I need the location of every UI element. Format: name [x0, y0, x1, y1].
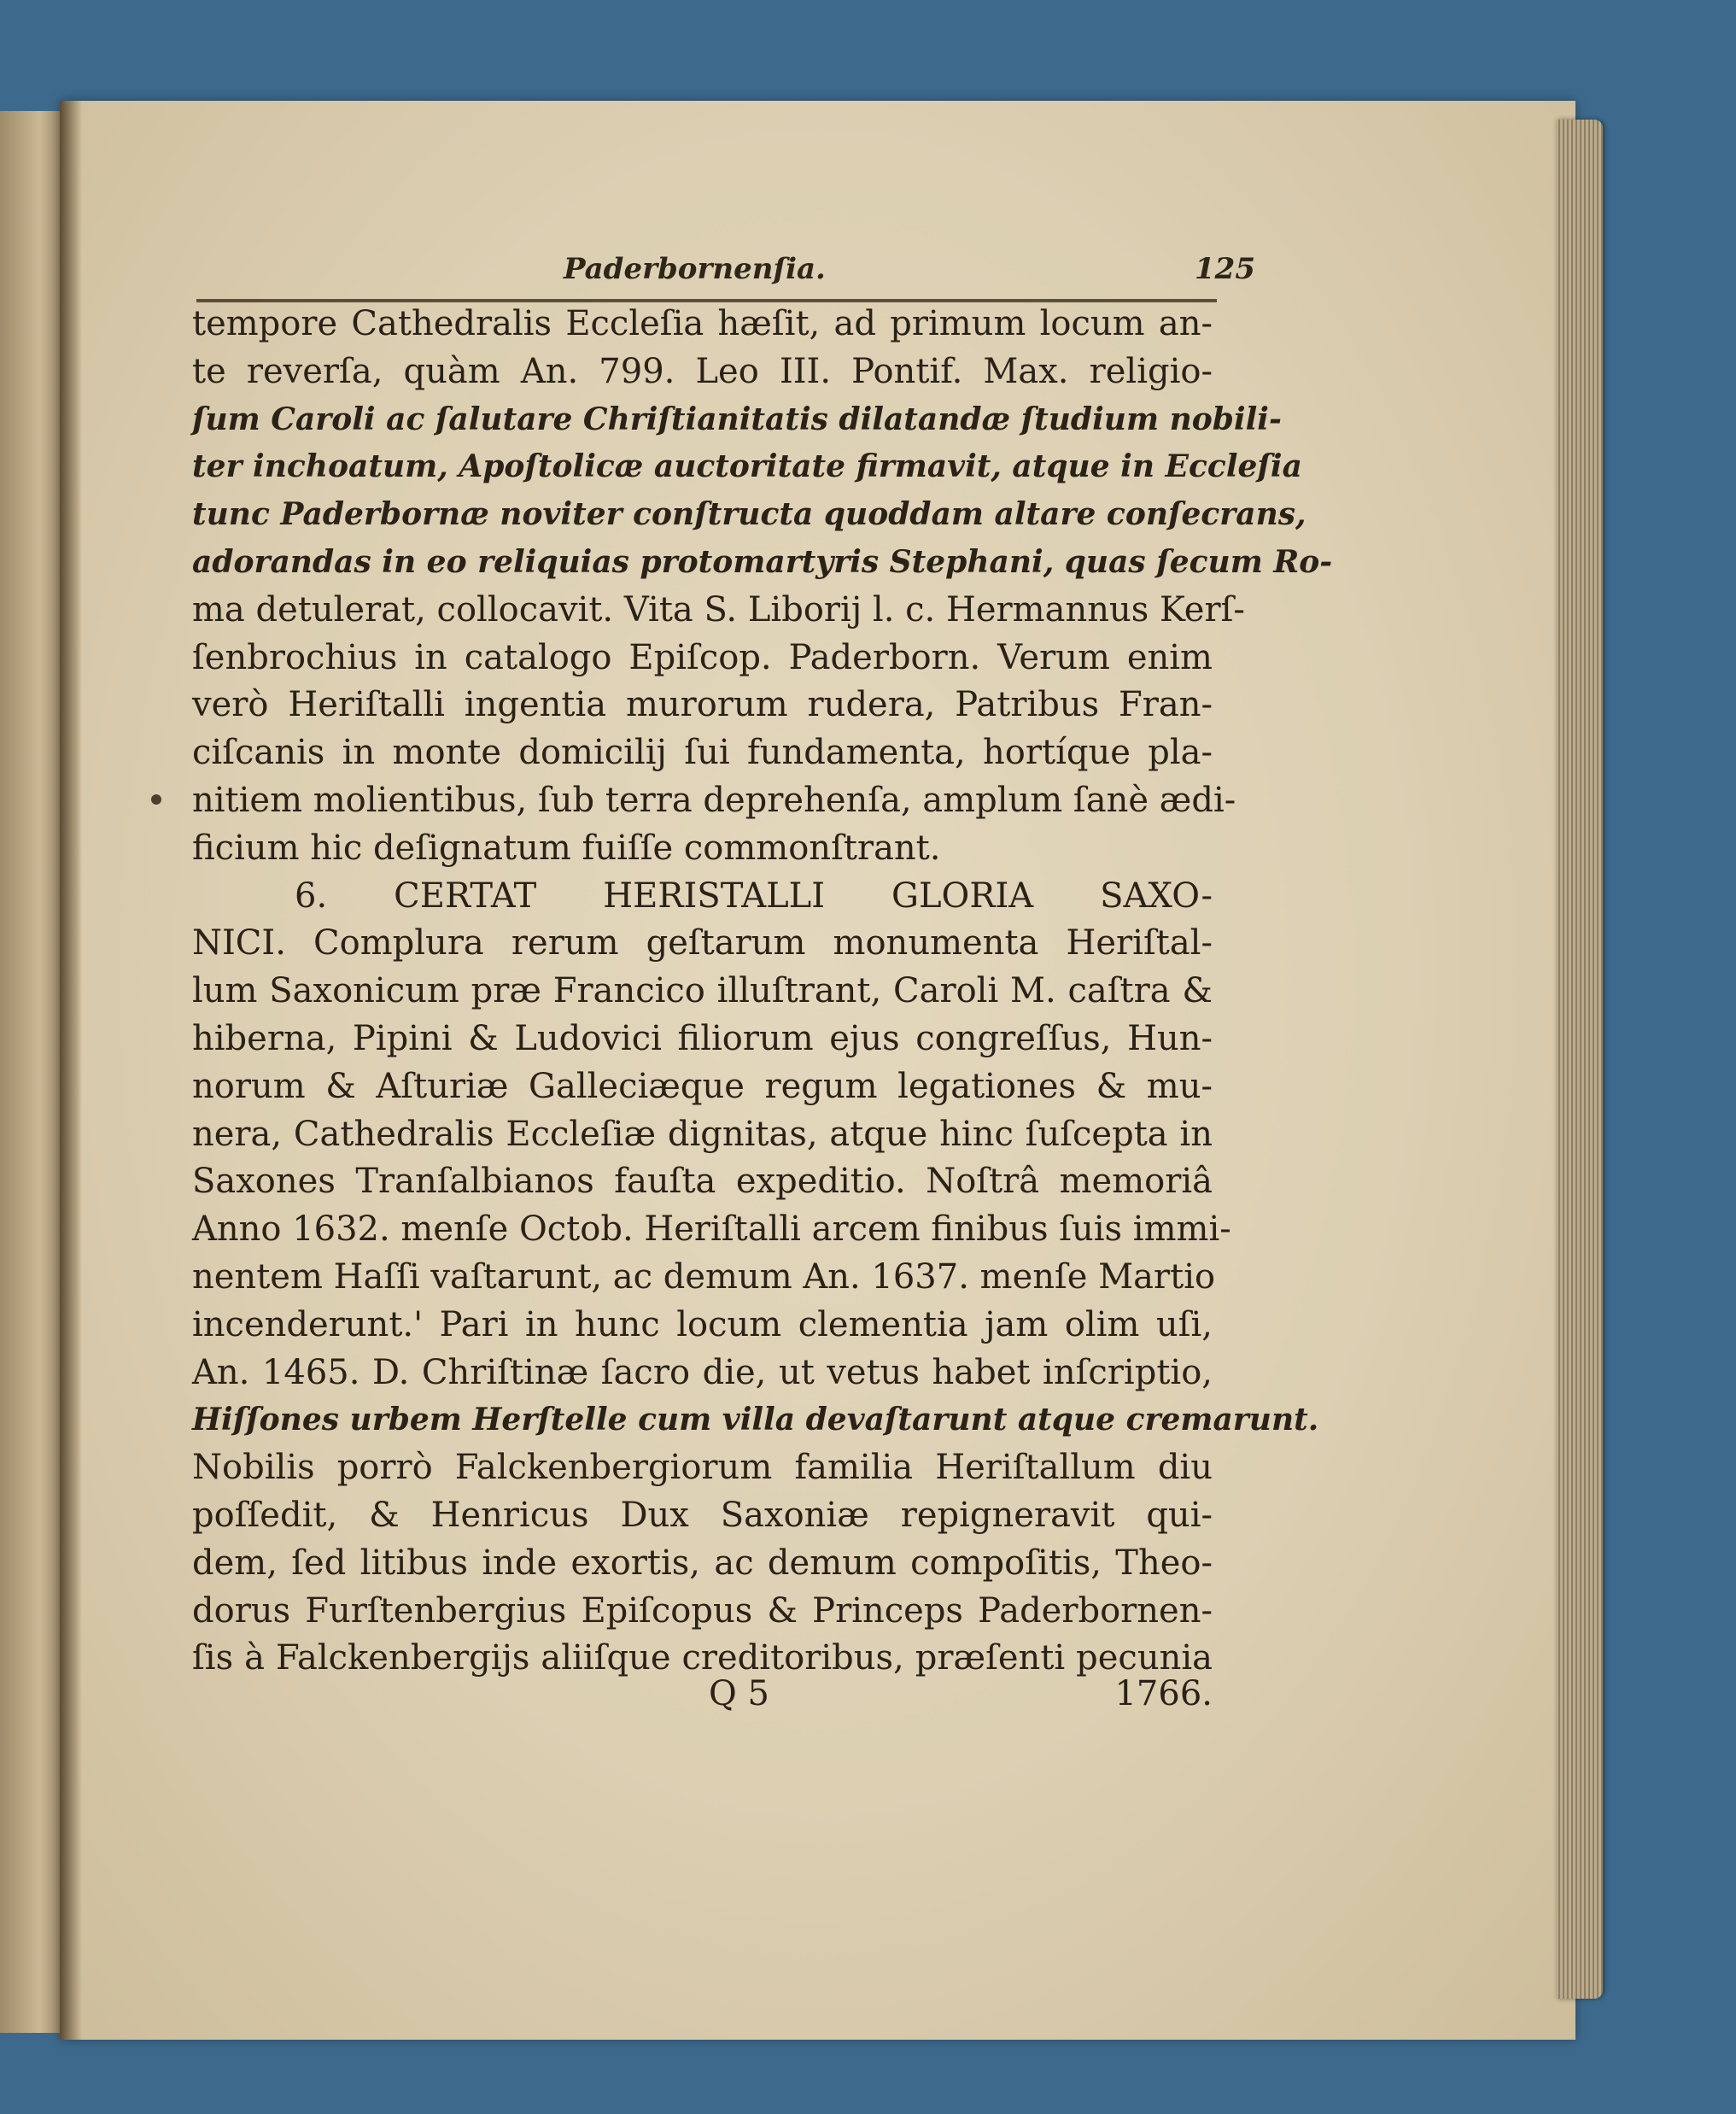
text-line: 6. CERTAT HERISTALLI GLORIA SAXO- — [295, 875, 1213, 916]
text-line: nentem Haſſi vaſtarunt, ac demum An. 1637. menſe Martio — [192, 1256, 1216, 1297]
facing-page-edge — [0, 111, 67, 2033]
text-line: tunc Paderbornæ noviter conſtructa quoddam altare conſecrans, — [192, 496, 1306, 533]
text-line: nera, Cathedralis Eccleſiæ dignitas, atque hinc ſuſcepta in — [192, 1114, 1213, 1154]
signature-mark: Q 5 — [709, 1674, 769, 1713]
page-footer — [709, 1674, 1213, 1725]
text-line: adorandas in eo reliquias protomartyris Stephani, quas ſecum Ro- — [192, 543, 1333, 580]
catchword: 1766. — [1114, 1674, 1213, 1713]
text-line: norum & Aſturiæ Galleciæque regum legationes & mu- — [192, 1066, 1213, 1106]
text-line: ma detulerat, collocavit. Vita S. Liborij l. c. Hermannus Kerſ- — [192, 589, 1245, 630]
text-line: Saxones Tranſalbianos fauſta expeditio. Noſtrâ memoriâ — [192, 1162, 1213, 1202]
text-line: Nobilis porrò Falckenbergiorum familia Heriſtallum diu — [192, 1448, 1213, 1488]
text-line: nitiem molientibus, ſub terra deprehenſa, amplum ſanè ædi- — [192, 780, 1236, 820]
text-line: NICI. Complura rerum geſtarum monumenta Heriſtal- — [192, 923, 1213, 963]
text-line: poſſedit, & Henricus Dux Saxoniæ repigneravit qui- — [192, 1495, 1213, 1535]
body-text — [192, 301, 1333, 1683]
text-line: An. 1465. D. Chriſtinæ ſacro die, ut vetus habet inſcriptio, — [192, 1352, 1213, 1392]
text-line: ſenbrochius in catalogo Epiſcop. Paderborn. Verum enim — [192, 637, 1213, 677]
text-line: ficium hic deſignatum fuiſſe commonſtrant. — [192, 828, 941, 868]
running-title: Paderbornenſia. — [564, 252, 826, 286]
text-line: Hiſſones urbem Herſtelle cum villa devaſtarunt atque cremarunt. — [192, 1402, 1319, 1438]
text-line: ter inchoatum, Apoſtolicæ auctoritate firmavit, atque in Eccleſia — [192, 448, 1302, 485]
running-head — [196, 252, 1255, 303]
ink-spot — [151, 794, 161, 805]
text-line: incenderunt.' Pari in hunc locum clementia jam olim uſi, — [192, 1304, 1213, 1344]
page-fore-edge — [1556, 120, 1603, 1999]
text-line: te reverſa, quàm An. 799. Leo III. Pontif. Max. religio- — [192, 351, 1213, 391]
page-gutter — [60, 101, 82, 2040]
text-line: dorus Furſtenbergius Epiſcopus & Princeps Paderbornen- — [192, 1590, 1213, 1631]
text-line: ſum Caroli ac ſalutare Chriſtianitatis dilatandæ ſtudium nobili- — [192, 401, 1282, 437]
text-line: tempore Cathedralis Eccleſia hæſit, ad primum locum an- — [192, 304, 1213, 343]
text-line: dem, ſed litibus inde exortis, ac demum compoſitis, Theo- — [192, 1543, 1213, 1583]
text-line: verò Heriſtalli ingentia murorum rudera, Patribus Fran- — [192, 685, 1213, 725]
page-number: 125 — [1195, 252, 1255, 286]
text-line: lum Saxonicum præ Francico illuſtrant, Caroli M. caſtra & — [192, 971, 1213, 1011]
text-line: Anno 1632. menſe Octob. Heriſtalli arcem finibus ſuis immi- — [192, 1209, 1231, 1250]
text-line: hiberna, Pipini & Ludovici filiorum ejus congreſſus, Hun- — [192, 1018, 1213, 1058]
text-line: ſis à Falckenbergijs aliiſque creditoribus, præſenti pecunia — [192, 1638, 1213, 1678]
text-line: ciſcanis in monte domicilij ſui fundamenta, hortíque pla- — [192, 733, 1213, 773]
